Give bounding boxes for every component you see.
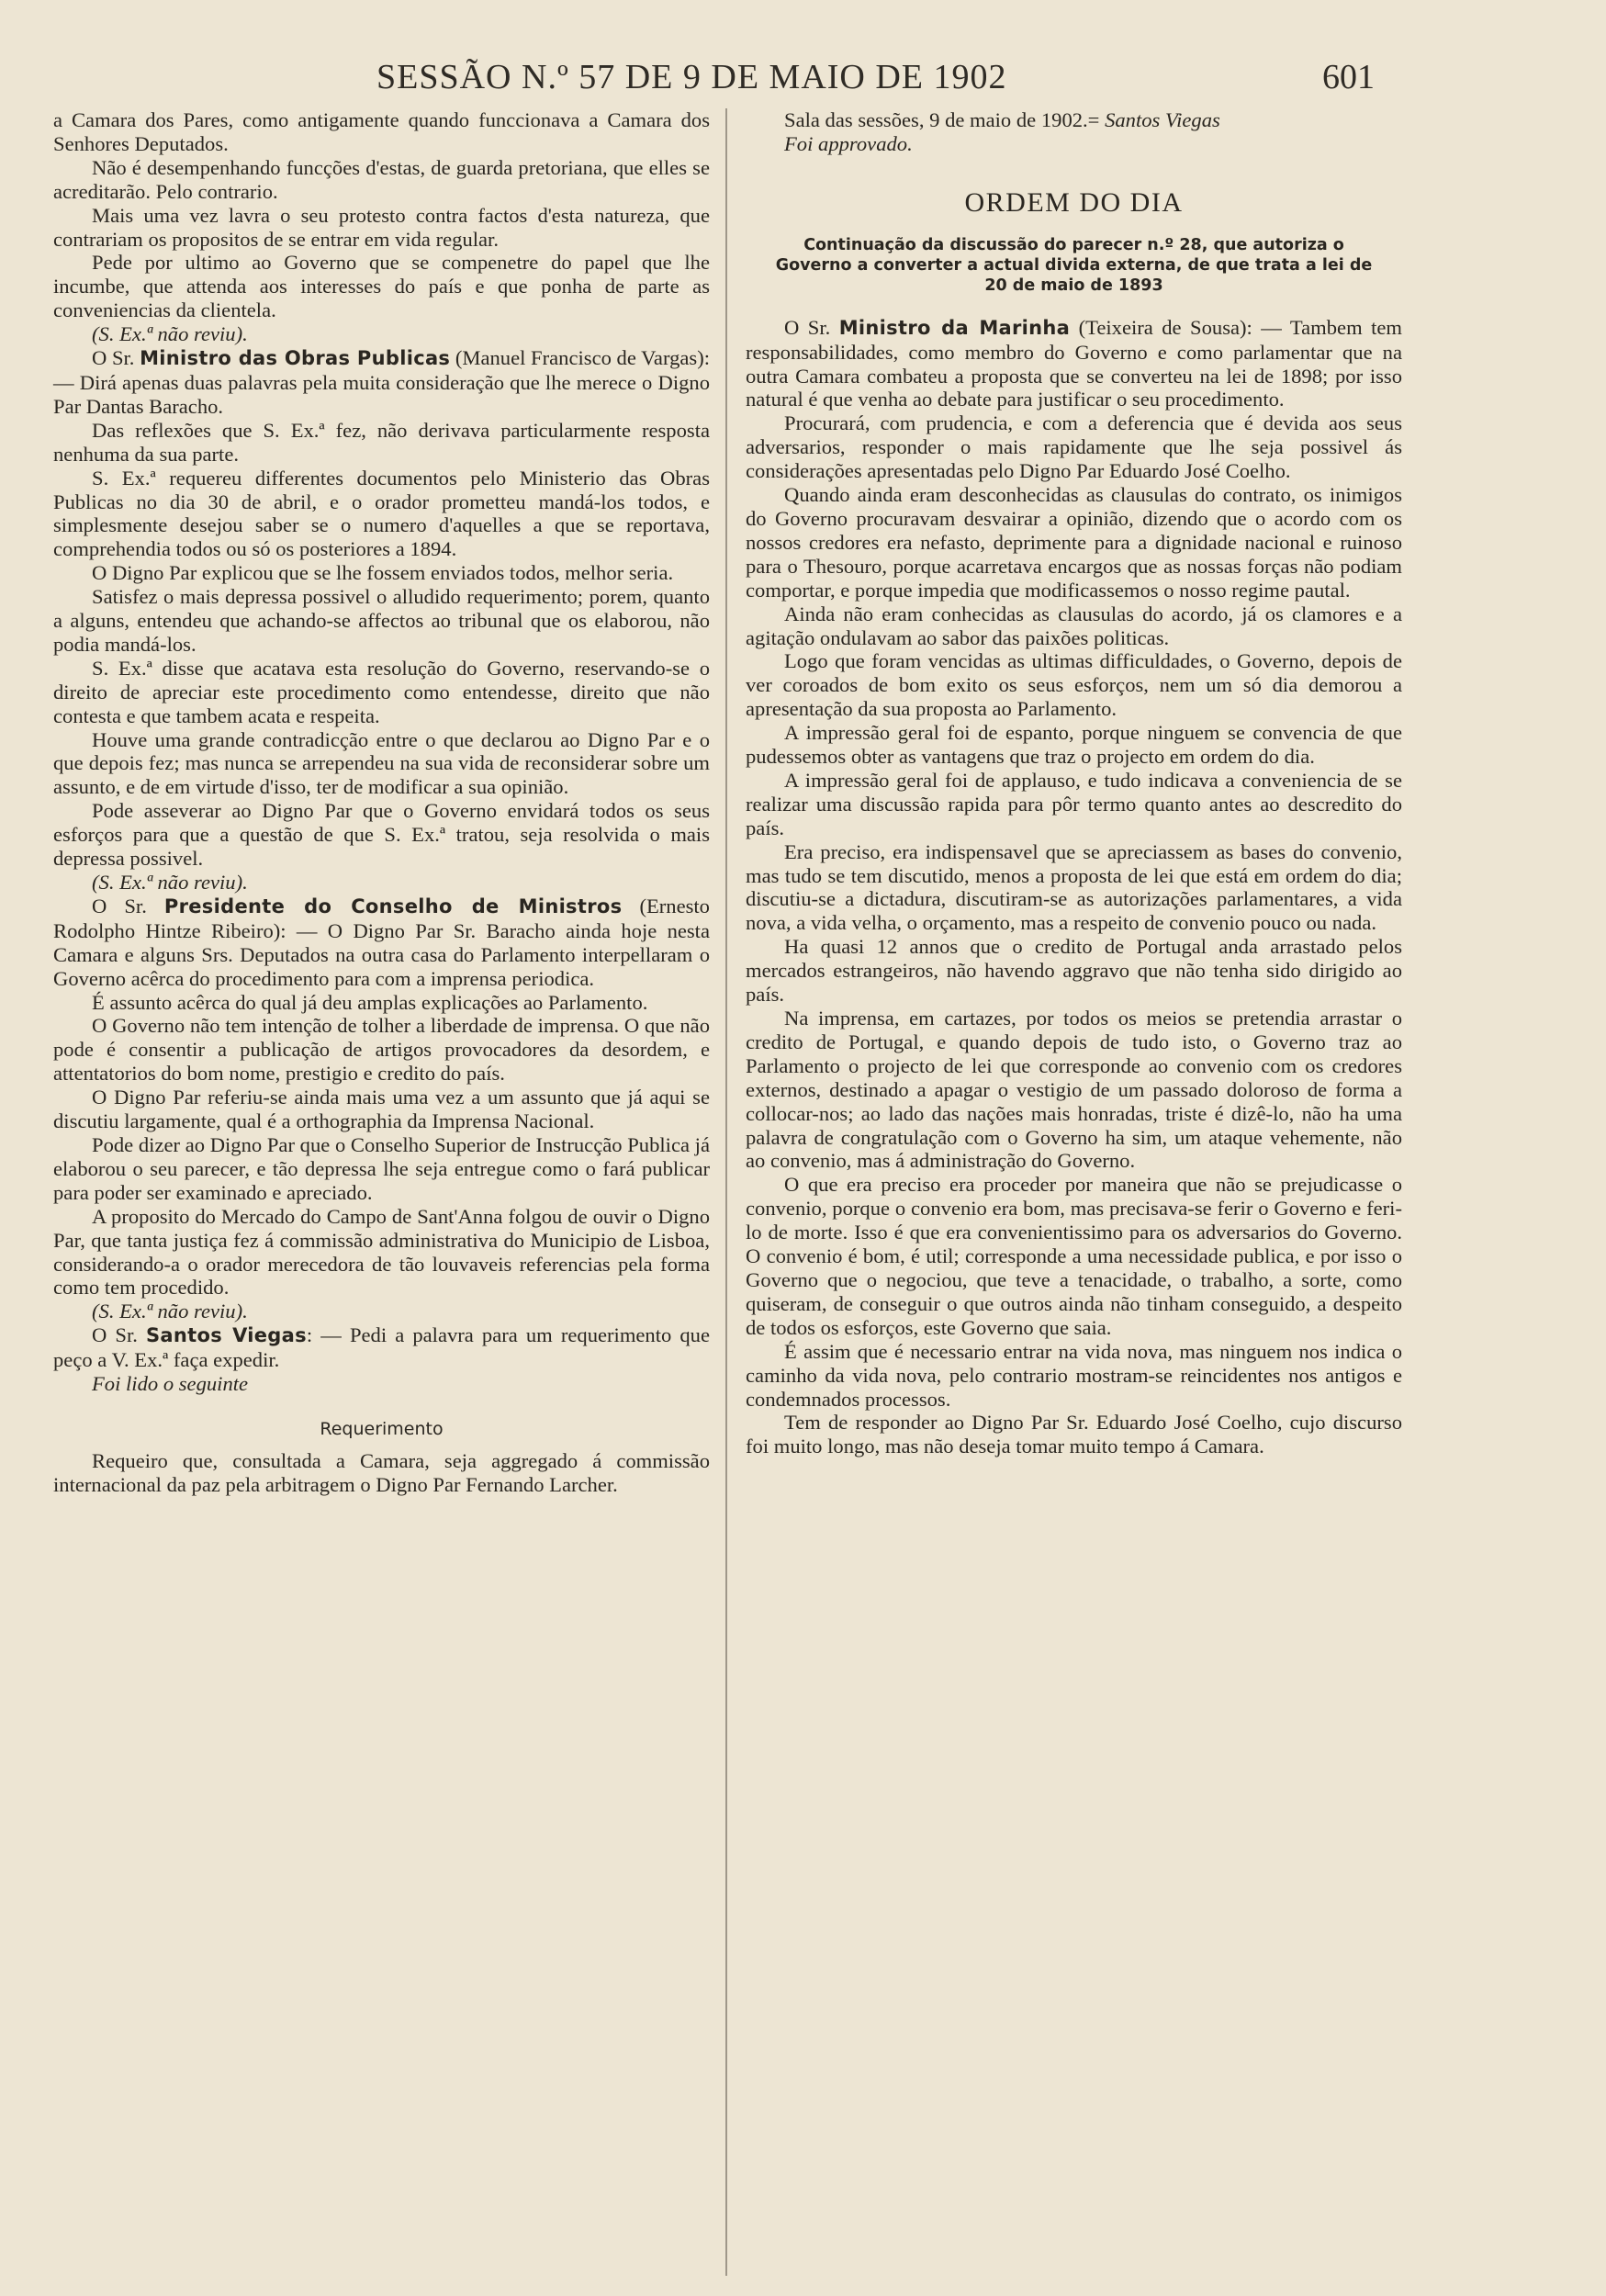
speech-paragraph (53, 895, 710, 991)
paragraph: Quando ainda eram desconhecidas as clausulas do contrato, os inimigos do Governo procuravam desvairar a opinião, dizendo que o acordo com os nossos credores era nefasto, deprimente para a dignidade nacional e ruinoso para o Thesouro, porque acarretava encargos que as nossas forças não podiam comportar, e porque impedia que modificassemos o nosso regime pautal. (746, 483, 1402, 602)
speaker-prefix: O Sr. (92, 346, 140, 370)
paragraph: Na imprensa, em cartazes, por todos os meios se pretendia arrastar o credito de Portugal, e quando depois de tudo isto, o Governo traz ao Parlamento o projecto de lei que corresponde ao convenio com os credores externos, destinado a apagar o vestigio de um passado doloroso de forma a collocar-nos; ao lado das nações mais honradas, triste é dizê-lo, não ha uma palavra de congratulação com o Governo ha sim, um ataque vehemente, não ao convenio, mas á administração do Governo. (746, 1007, 1402, 1173)
speaker-prefix: O Sr. (784, 315, 839, 339)
speaker-name: Ministro da Marinha (838, 316, 1071, 339)
editorial-note: (S. Ex.ª não reviu). (92, 322, 248, 346)
paragraph: É assunto acêrca do qual já deu amplas explicações ao Parlamento. (92, 990, 648, 1014)
paragraph: A impressão geral foi de applauso, e tudo indicava a conveniencia de se realizar uma discussão rapida para pôr termo quanto antes ao descredito do país. (746, 768, 1402, 839)
editorial-note: Foi lido o seguinte (92, 1372, 249, 1396)
paragraph: Mais uma vez lavra o seu protesto contra factos d'esta natureza, que contrariam os propositos de se entrar em vida regular. (53, 203, 710, 251)
paragraph: Requeiro que, consultada a Camara, seja aggregado á commissão internacional da paz pela arbitragem o Digno Par Fernando Larcher. (53, 1448, 710, 1496)
paragraph: a Camara dos Pares, como antigamente quando funccionava a Camara dos Senhores Deputados. (53, 108, 710, 155)
paragraph: S. Ex.ª disse que acatava esta resolução do Governo, reservando-se o direito de apreciar este procedimento como entendesse, direito que não contesta e que tambem acata e respeita. (53, 656, 710, 727)
document-heading: Requerimento (320, 1418, 444, 1439)
editorial-note: (S. Ex.ª não reviu). (92, 1300, 248, 1323)
section-heading: ORDEM DO DIA (964, 186, 1184, 218)
paragraph: S. Ex.ª requereu differentes documentos pelo Ministerio das Obras Publicas no dia 30 de abril, e o orador prometteu mandá-los todos, e simplesmente desejou saber se o numero d'aquelles a que se reportava, comprehendia todos ou só os posteriores a 1894. (53, 466, 710, 561)
paragraph: Tem de responder ao Digno Par Sr. Eduardo José Coelho, cujo discurso foi muito longo, mas não deseja tomar muito tempo á Camara. (746, 1411, 1402, 1458)
paragraph: Ha quasi 12 annos que o credito de Portugal anda arrastado pelos mercados estrangeiros, não havendo aggravo que não tenha sido dirigido ao país. (746, 935, 1402, 1007)
speaker-name: Santos Viegas (146, 1324, 307, 1347)
paragraph: Pede por ultimo ao Governo que se compenetre do papel que lhe incumbe, que attenda aos interesses do país e que ponha de parte as conveniencias da clientela. (53, 251, 710, 322)
speaker-name: Ministro das Obras Publicas (140, 347, 451, 370)
paragraph: O Digno Par explicou que se lhe fossem enviados todos, melhor seria. (92, 561, 674, 585)
speaker-prefix: O Sr. (92, 894, 164, 917)
paragraph: Ainda não eram conhecidas as clausulas do acordo, já os clamores e a agitação ondulavam ao sabor das paixões politicas. (746, 602, 1402, 649)
page-number: 601 (1322, 58, 1375, 96)
speech-text: (Manuel Francisco de Vargas): — Dirá apenas duas palavras pela muita consideração que lhe merece o Digno Par Dantas Baracho. (53, 346, 710, 418)
paragraph: A impressão geral foi de espanto, porque ninguem se convencia de que pudessemos obter as vantagens que traz o projecto em ordem do dia. (746, 721, 1402, 769)
editorial-note: (S. Ex.ª não reviu). (92, 871, 248, 894)
paragraph-text: Sala das sessões, 9 de maio de 1902.= (784, 108, 1106, 131)
speech-text: (Teixeira de Sousa): — Tambem tem responsabilidades, como membro do Governo e como parlamentar que na outra Camara combateu a proposta que se converteu na lei de 1898; por isso natural é que venha ao debate para justificar o seu procedimento. (746, 315, 1402, 411)
paragraph: O que era preciso era proceder por maneira que não se prejudicasse o convenio, porque o convenio era bom, mas precisava-se ferir o Governo e feri-lo de morte. Isso é que era convenientissimo para os adversarios do Governo. O convenio é bom, é util; corresponde a uma necessidade publica, e por isso o Governo que o negociou, que teve a tenacidade, o trabalho, a sorte, como quiseram, de conseguir o que outros ainda não tinham conseguido, a despeito de todos os esforços, este Governo que saia. (746, 1173, 1402, 1339)
speaker-prefix: O Sr. (92, 1323, 146, 1347)
paragraph: O Digno Par referiu-se ainda mais uma vez a um assunto que já aqui se discutiu largamente, qual é a orthographia da Imprensa Nacional. (53, 1086, 710, 1133)
editorial-note: Foi approvado. (784, 131, 913, 155)
speaker-name: Presidente do Conselho de Ministros (163, 895, 623, 917)
right-column (746, 108, 1402, 1458)
paragraph: Não é desempenhando funcções d'estas, de guarda pretoriana, que elles se acreditarão. Pelo contrario. (53, 155, 710, 203)
paragraph: Pode asseverar ao Digno Par que o Governo envidará todos os seus esforços para que a questão de que S. Ex.ª tratou, seja resolvida o mais depressa possivel. (53, 799, 710, 871)
signature: Santos Viegas (1105, 108, 1220, 131)
speech-paragraph (53, 1323, 710, 1372)
paragraph (746, 108, 1402, 132)
paragraph: Logo que foram vencidas as ultimas difficuldades, o Governo, depois de ver coroados de bom exito os seus esforços, nem um só dia demorou a apresentação da sua proposta ao Parlamento. (746, 649, 1402, 721)
paragraph: O Governo não tem intenção de tolher a liberdade de imprensa. O que não pode é consentir a publicação de artigos provocadores da desordem, e attentatorios do bom nome, prestigio e credito do país. (53, 1014, 710, 1086)
speech-paragraph (53, 346, 710, 419)
speech-text: (Ernesto Rodolpho Hintze Ribeiro): — O Digno Par Sr. Baracho ainda hoje nesta Camara e alguns Srs. Deputados na outra casa do Parlamento interpellaram o Governo acêrca do procedimento para com a imprensa periodica. (53, 894, 710, 990)
paragraph: Era preciso, era indispensavel que se apreciassem as bases do convenio, mas tudo se tem discutido, menos a proposta de lei que está em ordem do dia; discutiu-se a dictadura, discutiram-se as autorizações parlamentares, a vida nova, a vida velha, o orçamento, mas a respeito de convenio pouco ou nada. (746, 839, 1402, 935)
speech-text: : — Pedi a palavra para um requerimento que peço a V. Ex.ª faça expedir. (53, 1323, 711, 1372)
paragraph: Das reflexões que S. Ex.ª fez, não derivava particularmente resposta nenhuma da sua parte. (53, 418, 710, 466)
speech-paragraph (746, 316, 1402, 412)
session-title: SESSÃO N.º 57 DE 9 DE MAIO DE 1902 (376, 58, 1007, 96)
agenda-heading: Continuação da discussão do parecer n.º 28, que autoriza o Governo a converter a actual divida externa, de que trata a lei de 20 de maio de 1893 (775, 235, 1373, 295)
column-divider (725, 108, 727, 2276)
page-header (0, 57, 1606, 103)
paragraph: Satisfez o mais depressa possivel o alludido requerimento; porem, quanto a alguns, entendeu que achando-se affectos ao tribunal que os elaborou, não podia mandá-los. (53, 585, 710, 656)
paragraph: É assim que é necessario entrar na vida nova, mas ninguem nos indica o caminho da vida nova, pelo contrario mostram-se reincidentes nos antigos e condemnados processos. (746, 1339, 1402, 1411)
paragraph: Houve uma grande contradicção entre o que declarou ao Digno Par e o que depois fez; mas nunca se arrependeu na sua vida de reconsiderar sobre um assunto, e de em virtude d'isso, ter de modificar a sua opinião. (53, 727, 710, 799)
paragraph: Pode dizer ao Digno Par que o Conselho Superior de Instrucção Publica já elaborou o seu parecer, e tão depressa lhe seja entregue como o fará publicar para poder ser examinado e apreciado. (53, 1132, 710, 1204)
left-column (53, 108, 710, 1497)
paragraph: Procurará, com prudencia, e com a deferencia que é devida aos seus adversarios, responder o mais rapidamente que lhe seja possivel ás considerações apresentadas pelo Digno Par Eduardo José Coelho. (746, 411, 1402, 483)
paragraph: A proposito do Mercado do Campo de Sant'Anna folgou de ouvir o Digno Par, que tanta justiça fez á commissão administrativa do Municipio de Lisboa, considerando-a o orador merecedora de tão louvaveis referencias pela forma como tem procedido. (53, 1204, 710, 1300)
